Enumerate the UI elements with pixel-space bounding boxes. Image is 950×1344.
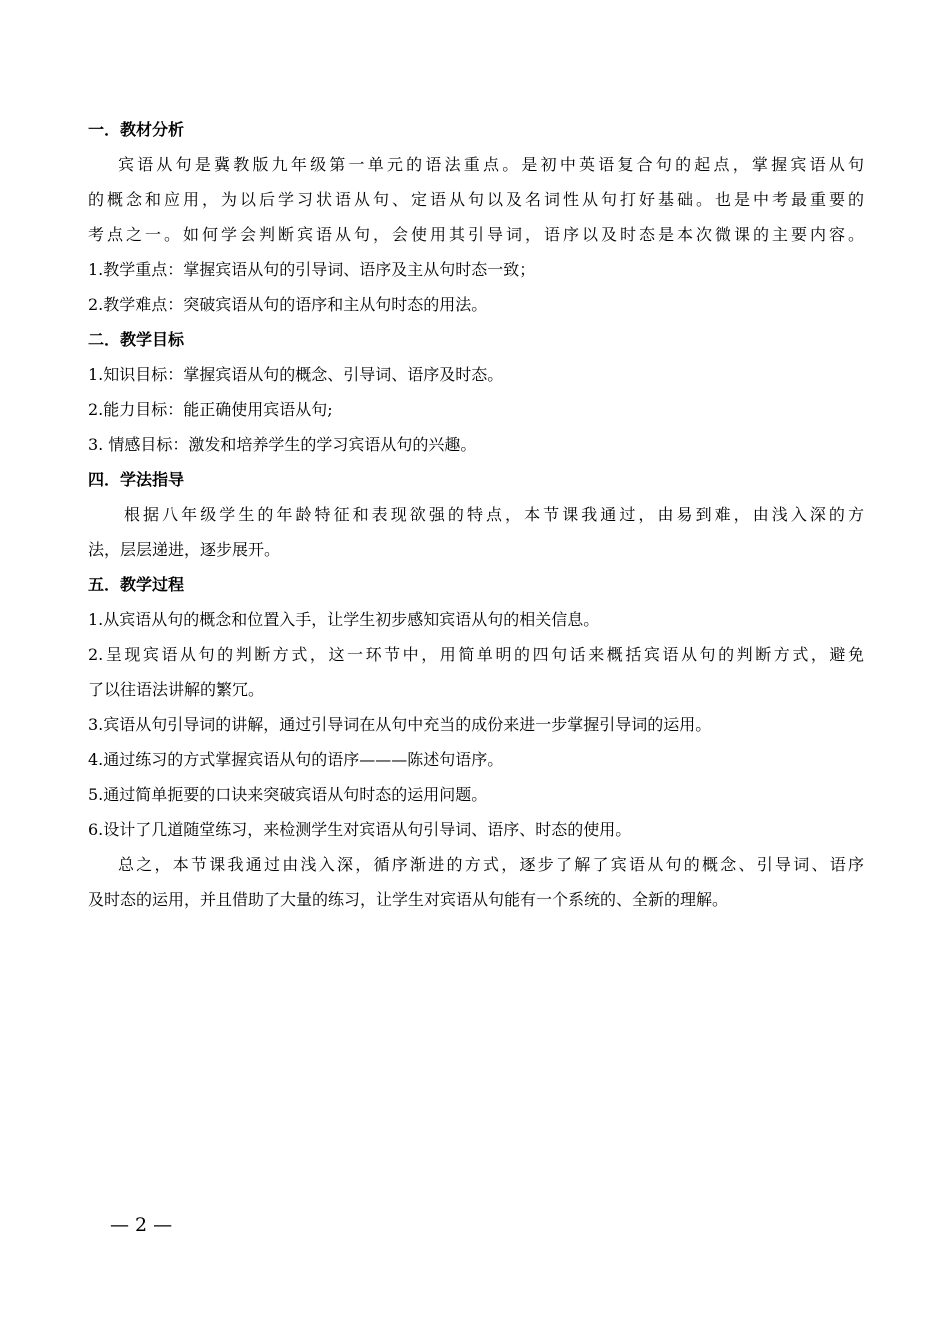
page-number: — 2 — bbox=[110, 1214, 173, 1236]
teaching-key-point: 1.教学重点：掌握宾语从句的引导词、语序及主从句时态一致； bbox=[88, 260, 536, 279]
paragraph-line: 根据八年级学生的年龄特征和表现欲强的特点，本节课我通过，由易到难，由浅入深的方 bbox=[124, 505, 864, 524]
summary-line: 及时态的运用，并且借助了大量的练习，让学生对宾语从句能有一个系统的、全新的理解。 bbox=[88, 890, 729, 909]
process-step-3: 3.宾语从句引导词的讲解，通过引导词在从句中充当的成份来进一步掌握引导词的运用。 bbox=[88, 715, 712, 734]
process-step-5: 5.通过简单扼要的口诀来突破宾语从句时态的运用问题。 bbox=[88, 785, 488, 804]
process-step-6: 6.设计了几道随堂练习，来检测学生对宾语从句引导词、语序、时态的使用。 bbox=[88, 820, 632, 839]
section-heading-textbook-analysis: 一．教材分析 bbox=[88, 120, 185, 139]
section-heading-teaching-process: 五．教学过程 bbox=[88, 575, 185, 594]
document-body bbox=[88, 112, 864, 917]
ability-goal: 2.能力目标：能正确使用宾语从句; bbox=[88, 400, 333, 419]
emotion-goal: 3. 情感目标：激发和培养学生的学习宾语从句的兴趣。 bbox=[88, 435, 477, 454]
paragraph-line: 的概念和应用，为以后学习状语从句、定语从句以及名词性从句打好基础。也是中考最重要的 bbox=[88, 190, 864, 209]
section-heading-learning-guidance: 四．学法指导 bbox=[88, 470, 185, 489]
paragraph-line: 宾语从句是冀教版九年级第一单元的语法重点。是初中英语复合句的起点，掌握宾语从句 bbox=[118, 155, 864, 174]
process-step-4: 4.通过练习的方式掌握宾语从句的语序———陈述句语序。 bbox=[88, 750, 504, 769]
section-heading-teaching-goals: 二．教学目标 bbox=[88, 330, 185, 349]
teaching-difficulty: 2.教学难点：突破宾语从句的语序和主从句时态的用法。 bbox=[88, 295, 488, 314]
process-step-2: 2.呈现宾语从句的判断方式，这一环节中，用简单明的四句话来概括宾语从句的判断方式，避免 bbox=[88, 645, 864, 664]
paragraph-line: 考点之一。如何学会判断宾语从句，会使用其引导词，语序以及时态是本次微课的主要内容。 bbox=[88, 225, 864, 244]
process-step-1: 1.从宾语从句的概念和位置入手，让学生初步感知宾语从句的相关信息。 bbox=[88, 610, 600, 629]
summary-line: 总之，本节课我通过由浅入深，循序渐进的方式，逐步了解了宾语从句的概念、引导词、语序 bbox=[118, 855, 864, 874]
process-step-2-continued: 了以往语法讲解的繁冗。 bbox=[88, 680, 265, 699]
knowledge-goal: 1.知识目标：掌握宾语从句的概念、引导词、语序及时态。 bbox=[88, 365, 504, 384]
paragraph-line: 法，层层递进，逐步展开。 bbox=[88, 540, 281, 559]
